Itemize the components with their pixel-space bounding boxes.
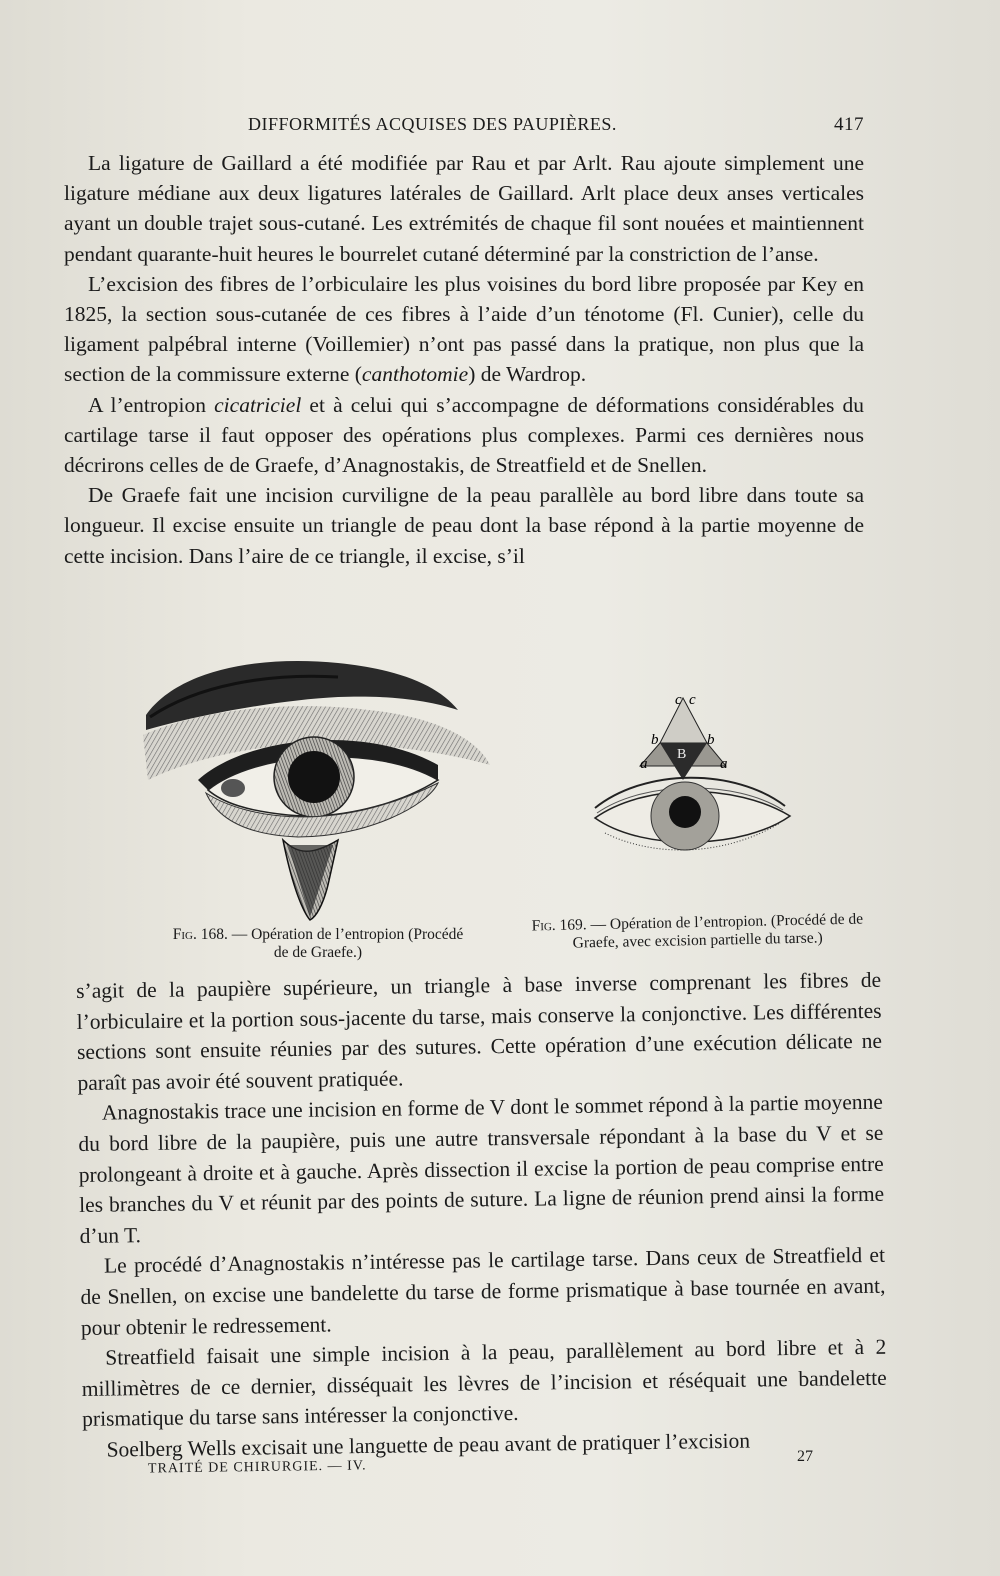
page-number: 417 — [834, 114, 864, 135]
paragraph: s’agit de la paupière supérieure, un triangle à base inverse comprenant les fibres de l’orbiculaire et la portion sous-jacente du tarse, mais conserve la conjonctive. Les différentes sections sont ensuite réunies par des sutures. Cette opération d’une exécution délicate ne paraît pas avoir été souvent pratiquée. — [76, 967, 883, 1095]
paragraph: A l’entropion cicatriciel et à celui qui s’accompagne de déformations considérables du cartilage tarse il faut opposer des opérations plus complexes. Parmi ces dernières nous décrirons celles de de Graefe, d’Anagnostakis, de Streatfield et de Snellen. — [64, 392, 864, 478]
paragraph: Streatfield faisait une simple incision à la peau, parallèlement au bord libre et à 2 millimètres de ce dernier, disséquait les lèvres de l’incision et réséquait une bandelette prismatique du tarse sans intéresser la conjonctive. — [81, 1334, 887, 1432]
paragraph: Soelberg Wells excisait une languette de peau avant de pratiquer l’excision — [106, 1428, 751, 1462]
figure-168-eye-illustration — [138, 655, 498, 925]
running-title: DIFFORMITÉS ACQUISES DES PAUPIÈRES. — [248, 114, 617, 134]
paragraph: Le procédé d’Anagnostakis n’intéresse pas le cartilage tarse. Dans ceux de Streatfield et de Snellen, on excise une bandelette du tarse de forme prismatique à base tournée en avant, pour obtenir le redressement. — [80, 1243, 886, 1340]
paragraph: Anagnostakis trace une incision en forme de V dont le sommet répond à la partie moyenne du bord libre de la paupière, puis une autre transversale répondant à la base du V et se prolongeant à droite et à gauche. Après dissection il excise la portion de peau comprise entre les branches du V et réunit par des points de suture. La ligne de réunion prend ainsi la forme d’un T. — [78, 1090, 885, 1248]
body-text-top — [64, 148, 864, 571]
label-a: a — [640, 756, 648, 772]
paragraph: L’excision des fibres de l’orbiculaire les plus voisines du bord libre proposée par Key en 1825, la section sous-cutanée de ces fibres à l’aide d’un ténotome (Fl. Cunier), celle du ligament palpébral interne (Voillemier) n’ont pas passé dans la pratique, non plus que la section de la commissure externe (canthotomie) de Wardrop. — [64, 271, 864, 387]
figure-169-caption: Fig. 169. — Opération de l’entropion. (Procédé de de Graefe, avec excision partielle du tarse.) — [531, 910, 864, 952]
footer-book-title: TRAITÉ DE CHIRURGIE. — IV. — [147, 1458, 367, 1477]
figure-168-caption: Fig. 168. — Opération de l’entropion (Procédé de de Graefe.) — [172, 926, 464, 961]
label-c: c — [689, 692, 696, 708]
footer-signature-mark: 27 — [797, 1448, 813, 1465]
paragraph: La ligature de Gaillard a été modifiée par Rau et par Arlt. Rau ajoute simplement une ligature médiane aux deux ligatures latérales de Gaillard. Arlt place deux anses verticales ayant un double trajet sous-cutané. Les extrémités de chaque fil sont nouées et maintiennent pendant quarante-huit heures le bourrelet cutané déterminé par la constriction de l’anse. — [64, 151, 864, 266]
paragraph: De Graefe fait une incision curviligne de la peau parallèle au bord libre dans toute sa longueur. Il excise ensuite un triangle de peau dont la base répond à la partie moyenne de cette incision. Dans l’aire de ce triangle, il excise, s’il — [64, 483, 864, 568]
figure-169-eye-diagram — [585, 688, 800, 878]
label-a: a — [720, 756, 728, 772]
label-b: b — [707, 732, 715, 748]
label-c: c — [675, 692, 682, 708]
label-B: B — [677, 747, 687, 762]
label-b: b — [651, 732, 659, 748]
body-text-bottom — [76, 965, 888, 1466]
